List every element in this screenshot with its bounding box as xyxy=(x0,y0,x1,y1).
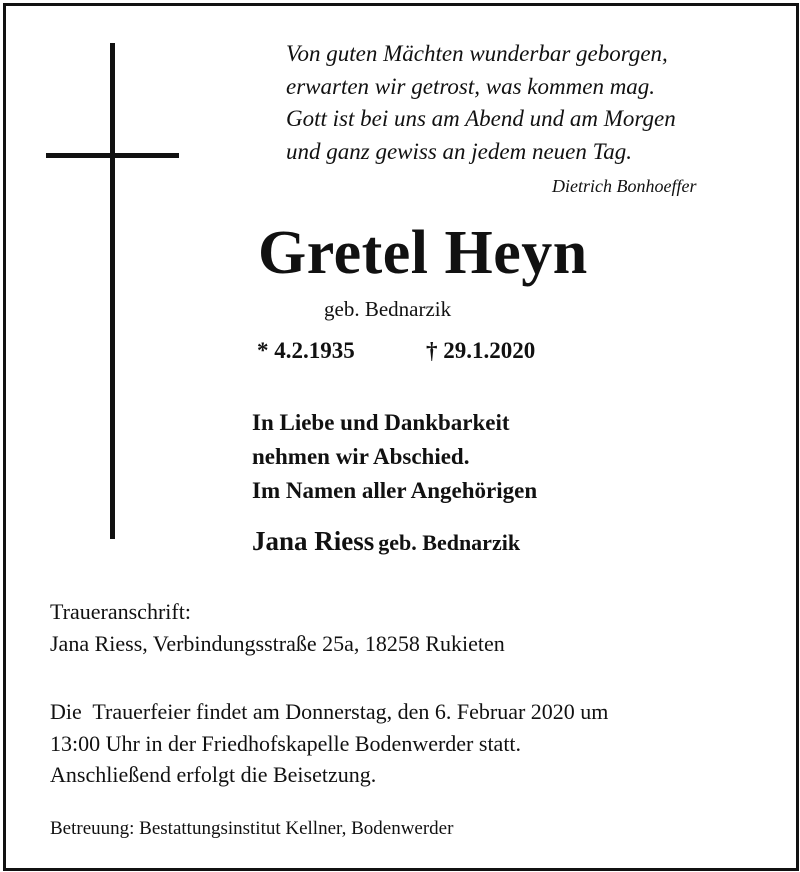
ceremony-line: Anschließend erfolgt die Beisetzung. xyxy=(50,762,377,787)
signer xyxy=(252,526,520,557)
ceremony-line: Die Trauerfeier findet am Donnerstag, den 6. Februar 2020 um xyxy=(50,699,609,724)
cross-vertical-bar xyxy=(110,43,115,539)
farewell-line: nehmen wir Abschied. xyxy=(252,444,470,469)
funeral-home: Betreuung: Bestattungsinstitut Kellner, Bodenwerder xyxy=(50,818,454,839)
ceremony-info xyxy=(50,696,608,791)
farewell-text xyxy=(252,406,510,474)
poem-line: Gott ist bei uns am Abend und am Morgen xyxy=(286,106,676,131)
farewell-line: In Liebe und Dankbarkeit xyxy=(252,410,510,435)
deceased-maiden-name: geb. Bednarzik xyxy=(324,297,452,321)
poem xyxy=(286,38,676,168)
address-value: Jana Riess, Verbindungsstraße 25a, 18258 Rukieten xyxy=(50,631,505,656)
cross-horizontal-bar xyxy=(46,153,179,158)
mourning-address xyxy=(50,596,505,660)
birth-date: * 4.2.1935 xyxy=(257,338,355,363)
deceased-name: Gretel Heyn xyxy=(258,219,588,287)
address-label: Traueranschrift: xyxy=(50,599,191,624)
signer-name: Jana Riess xyxy=(252,526,375,556)
poem-line: erwarten wir getrost, was kommen mag. xyxy=(286,73,656,99)
poem-line: Von guten Mächten wunderbar geborgen, xyxy=(286,41,668,66)
poem-author: Dietrich Bonhoeffer xyxy=(552,176,697,196)
ceremony-line: 13:00 Uhr in der Friedhofskapelle Bodenwerder statt. xyxy=(50,730,522,756)
death-date: † 29.1.2020 xyxy=(426,338,536,363)
signer-maiden-name: geb. Bednarzik xyxy=(378,530,521,555)
family-line: Im Namen aller Angehörigen xyxy=(252,478,538,503)
poem-line: und ganz gewiss an jedem neuen Tag. xyxy=(286,138,633,164)
